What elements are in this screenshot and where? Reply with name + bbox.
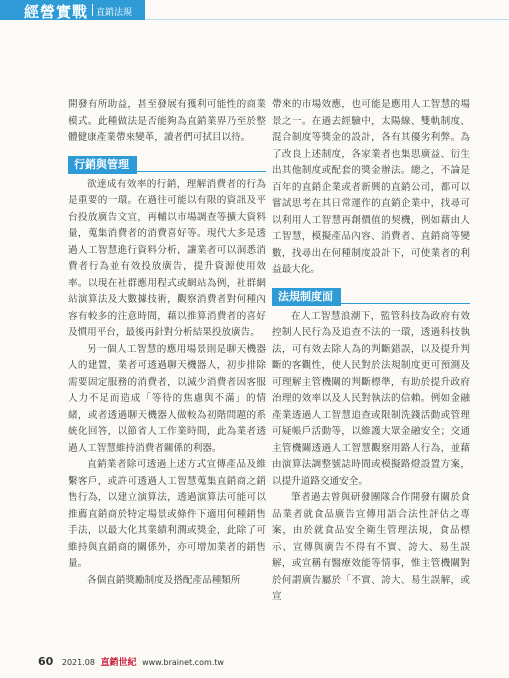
- section-heading: 法規制度面: [272, 288, 341, 306]
- heading-marketing: [68, 153, 266, 172]
- section-title: 經營實戰: [24, 3, 89, 21]
- issue-date: 2021.08: [61, 658, 95, 667]
- page-header: [0, 0, 509, 20]
- section-subtitle: 直銷法規: [96, 8, 133, 18]
- right-column: [272, 97, 470, 606]
- paragraph: 另一個人工智慧的應用場景則是聊天機器人的建置，業者可透過聊天機器人，初步排除需要固定服務的消費者，以減少消費者因客服人力不足而造成「等待的焦慮與不滿」的情緒，或者透過聊天機器人做較為初階問題的系統化回答，以節省人工作業時間，此為業者透過人工智慧維持消費者關係的利器。: [68, 343, 266, 454]
- paragraph: 筆者過去曾與研發團隊合作開發有關於食品業者就食品廣告宣傳用語合法性評估之專案，由於就食品安全衛生管理法規，食品標示、宣傳與廣告不得有不實、誇大、易生誤解，或宣稱有醫療效能等情事，惟主管機關對於何謂廣告屬於「不實、誇大、易生誤解，或宣: [272, 492, 470, 602]
- paragraph: 在人工智慧浪潮下，監管科技為政府有效控制人民行為及追查不法的一環，透過科技執法，可有效去除人為的判斷錯誤，以及提升判斷的客觀性，使人民對於法規制度更可預測及可理解主管機關的判斷標準，有助於提升政府治理的效率以及人民對執法的信賴。例如金融產業透過人工智慧追查或限制洗錢活動或管理可疑帳戶活動等，以維護大眾金融安全；交通主管機關透過人工智慧觀察用路人行為，並藉由演算法調整號誌時間或模擬路燈設置方案，以提升道路交通安全。: [272, 310, 470, 487]
- heading-regulation: [272, 285, 470, 304]
- page-number: 60: [38, 655, 54, 668]
- section-heading: 行銷與管理: [68, 156, 137, 174]
- header-separator: [92, 4, 93, 16]
- website-url: www.brainet.com.tw: [142, 658, 224, 667]
- left-column: [68, 97, 266, 589]
- header-rule: [145, 19, 509, 20]
- magazine-logo: 直銷世紀: [100, 658, 137, 668]
- page-footer: [38, 655, 224, 668]
- paragraph: 各個直銷獎勵制度及搭配產品種類所: [87, 574, 241, 586]
- paragraph: 欲達成有效率的行銷，理解消費者的行為是重要的一環。在過往可能以有限的資訊及平台投放廣告文宣，再輔以市場調查等擴大資料量，蒐集消費者的消費喜好等。現代大多是透過人工智慧進行資料分析，讓業者可以洞悉消費者行為並有效投放廣告，提升資源使用效率。以現在社群應用程式或網站為例，社群網站演算法及大數據技術，觀察消費者對何種內容有較多的注意時間，藉以推算消費者的喜好及慣用平台，最後再針對分析結果投放廣告。: [68, 178, 266, 338]
- paragraph: 直銷業者除可透過上述方式宣傳產品及維繫客戶，或許可透過人工智慧蒐集直銷商之銷售行為，以建立演算法，透過演算法可能可以推薦直銷商於特定場景或條件下適用何種銷售手法，以最大化其業績利潤或獎金，此除了可維持與直銷商的關係外，亦可增加業者的銷售量。: [68, 459, 266, 569]
- paragraph: 開發有所助益，甚至發展有獲利可能性的商業模式。此種做法是否能夠為直銷業界乃至於整體健康產業帶來變革，讀者們可拭目以待。: [68, 99, 266, 143]
- paragraph: 帶來的市場效應，也可能是應用人工智慧的場景之一。在過去經驗中，太陽線、雙軌制度、混合制度等獎金的設計，各有其優劣利弊。為了改良上述制度，各家業者也集思廣益、衍生出其他制度或配套的獎金辦法。總之，不論是百年的直銷企業或者新興的直銷公司，都可以嘗試思考在其日常運作的直銷企業中，找尋可以利用人工智慧再創價值的契機，例如藉由人工智慧，模擬產品內容、消費者、直銷商等變數，找尋出在何種制度設計下，可使業者的利益最大化。: [272, 99, 470, 275]
